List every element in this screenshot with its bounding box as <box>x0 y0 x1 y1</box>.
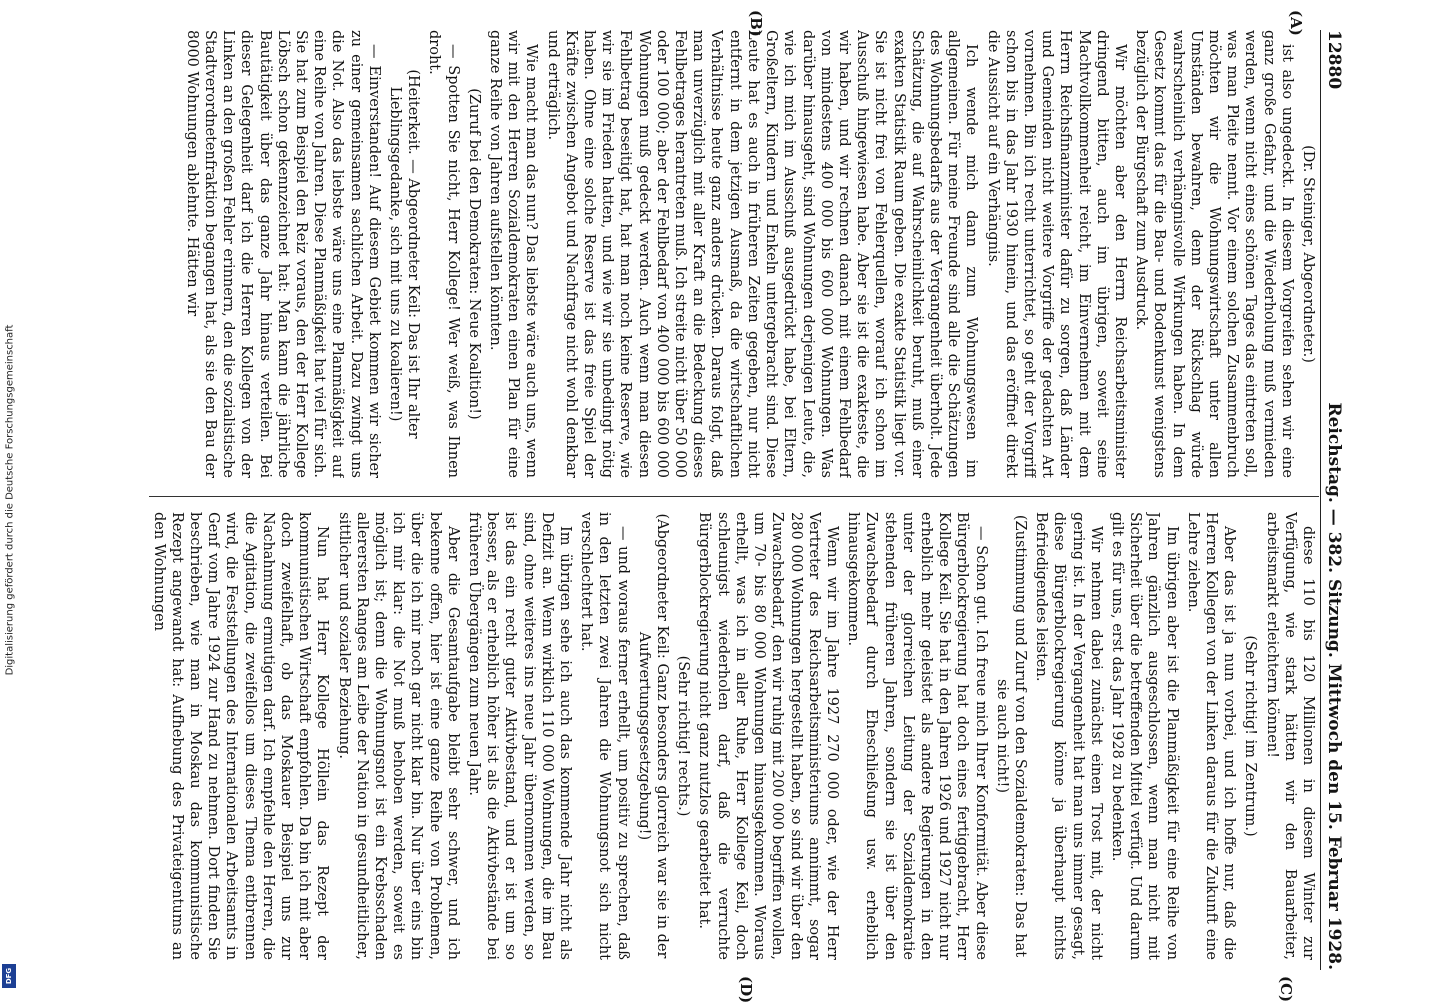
paragraph: Wir möchten aber den Herrn Reichsarbeitsminister dringend bitten, auch im übrigen, soweit seine Machtvollkommenheit reicht, im Einvernehmen mit dem Herrn Reichsfinanzminister dafür zu sorgen, daß Länder und Gemeinden nicht weitere Vorgriffe der gedachten Art vornehmen. Bin ich recht unterrichtet, so geht der Vorgriff schon bis in das Jahr 1930 hinein, und das eröffnet direkt die Aussicht auf ein Verhängnis. <box>984 30 1128 478</box>
sidebar <box>0 0 20 1000</box>
margin-mark-d: (D) <box>737 976 755 1003</box>
paragraph: — Einverstanden! Auf diesem Gebiet kommen wir sicher zu einer gemeinsamen sachlichen Arbeit. Dazu zwingt uns die Not. Also das liebste wäre uns eine Planmäßigkeit auf eine Reihe von Jahren. Diese Planmäßigkeit hat viel für sich. Sie hat zum Beispiel den Reiz voraus, den der Herr Kollege Löbsch schon gekennzeichnet hat: Man kann die jährliche Bautätigkeit über das ganze Jahr hinaus verteilen. Bei dieser Gelegenheit darf ich die Herren Kollegen von der Linken an den großen Fehler erinnern, den die sozialistische Stadtverordnetenfraktion begangen hat, als sie den Bau der 8000 Wohnungen ablehnte. Hätten wir <box>183 30 382 478</box>
interjection: (Abgeordneter Keil: Ganz besonders glorreich war sie in der Aufwertungsgesetzgebung!) <box>635 513 671 959</box>
interjection: (Zuruf bei den Demokraten: Neue Koalition!) <box>465 88 482 420</box>
paragraph: diese 110 bis 120 Millionen in diesem Winter zur Verfügung, wie stark hätten wir den Bauarbeiter, arbeitsmarkt erleichtern können! <box>1263 512 1316 960</box>
paragraph: Ich wende mich dann zum Wohnungswesen im allgemeinen. Für meine Freunde sind alle die Schätzungen des Wohnungsbedarfs aus der Vergangenheit überholt. Jede Schätzung, die auf Wahrscheinlichkeit beruht, muß einer exakten Statistik Raum geben. Die exakte Statistik liegt vor. Sie ist nicht frei von Fehlerquellen, worauf ich schon im Ausschuß hingewiesen habe. Aber sie ist die exakteste, die wir haben, und wir rechnen danach mit einem Fehlbedarf von mindestens 400 000 bis 600 000 Wohnungen. Was darüber hinausgeht, sind Wohnungen derjenigen Leute, die, wie ich mich im Ausschuß ausgedrückt habe, bei Eltern, Großeltern, Kindern und Enkeln untergebracht sind. Diese Leute hat es auch in früheren Zeiten gegeben, nur nicht entfernt in dem jetzigen Ausmaß, da die wirtschaftlichen Verhältnisse heute ganz anders drücken. Daraus folgt, daß man unverzüglich mit aller Kraft an die Bedeckung dieses Fehlbetrages herantreten muß. Ich streite nicht über 50 000 oder 100 000; aber der Fehlbedarf von 400 000 bis 600 000 Wohnungen muß gedeckt werden. Auch wenn man diesen Fehlbetrag beseitigt hat, hat man noch keine Reserve, wie wir sie im Frieden hatten, und wie wir sie unbedingt nötig haben. Ohne eine solche Reserve ist das freie Spiel der Kräfte zwischen Angebot und Nachfrage nicht wohl denkbar und erträglich. <box>544 30 980 478</box>
paragraph: Nun hat Herr Kollege Höllein das Rezept der kommunistischen Wirtschaft empfohlen. Da bin ich mit aber doch zweifelhaft, ob das Moskauer Beispiel uns zur Nachahmung ermutigen darf. Ich empfehle den Herren, die die Agitation, die zweifellos um dieses Thema entbrennen wird, die Feststellungen des Internationalen Arbeitsamts in Genf vom Jahre 1924 zur Hand zu nehmen. Dort finden Sie beschrieben, wie man in Moskau das kommunistische Rezept angewandt hat: Aufhebung des Privateigentums an den Wohnungen <box>150 512 331 960</box>
margin-mark-b: (B) <box>747 10 765 37</box>
scanned-page <box>140 0 1355 1003</box>
paragraph: Aber die Gesamtaufgabe bleibt sehr schwer, und ich bekenne offen, hier ist eine ganze Reihe von Problemen, über die ich mir noch gar nicht klar bin. Nur über eins bin ich mir klar: die Not muß behoben werden, soweit es möglich ist; denn die Wohnungsnot ist ein Krebsschaden allerersten Ranges am Leibe der Nation in gesundheitlicher, sittlicher und sozialer Beziehung. <box>335 512 461 960</box>
speaker-line: (Dr. Steiniger, Abgeordneter.) <box>1300 145 1316 363</box>
paragraph: ist also ungedeckt. In diesem Vorgreifen sehen wir eine ganz große Gefahr, und die Wiederholung muß vermieden werden, wenn nicht eines schönen Tages das eintreten soll, was man Pleite nennt. Vor einem solchen Zusammenbruch möchten wir die Wohnungswirtschaft unter allen Umständen bewahren, denn der Rückschlag würde wahrscheinlich verhängnisvolle Wirkungen haben. In dem Gesetz kommt das für die Bau- und Bodenkunst wenigstens bezüglich der Bürgschaft zum Ausdruck. <box>1133 30 1295 478</box>
interjection: (Heiterkeit. — Abgeordneter Keil: Das ist Ihr alter Lieblingsgedanke, sich mit uns zu koalieren!) <box>387 69 422 439</box>
digitization-credit: Digitalisierung gefördert durch die Deutsche Forschungsgemeinschaft <box>4 324 16 676</box>
paragraph: Wie macht man das nun? Das liebste wäre auch uns, wenn wir mit den Herren Sozialdemokraten einen Plan für eine ganze Reihe von Jahren aufstellen könnten. <box>487 30 540 478</box>
interjection: (Sehr richtig! im Zentrum.) <box>1242 635 1259 837</box>
paragraph: Im übrigen aber ist die Planmäßigkeit für eine Reihe von Jahren gänzlich ausgeschlossen, wenn man nicht mit Sicherheit über die betreffenden Mittel verfügt. Und darum gilt es für uns, erst das Jahr 1928 zu bedenken. <box>1108 512 1180 960</box>
paragraph: — Spotten Sie nicht, Herr Kollege! Wer weiß, was Ihnen droht. <box>426 30 461 478</box>
left-text-column <box>147 30 1317 478</box>
page-running-title: Reichstag. — 382. Sitzung. Mittwoch den 15. Februar 1928. <box>1324 402 1344 970</box>
interjection: (Zustimmung und Zuruf von den Sozialdemokraten: Das hat sie auch nicht!) <box>993 514 1028 958</box>
paragraph: Aber das ist ja nun vorbei, und ich hoffe nur, daß die Herren Kollegen von der Linken daraus für die Zukunft eine Lehre ziehen. <box>1184 512 1238 960</box>
margin-mark-c: (C) <box>1277 976 1295 1003</box>
page-number: 12880 <box>1324 30 1344 90</box>
dfg-logo-text: DFG <box>5 967 13 985</box>
margin-mark-a: (A) <box>1287 10 1305 36</box>
right-text-column <box>147 512 1317 960</box>
paragraph: Wir nehmen dabei zunächst einen Trost mit, der nicht gering ist. In der Vergangenheit hat man uns immer gesagt, diese Bürgerblockregierung könne ja überhaupt nichts Befriedigendes leisten. <box>1033 512 1104 960</box>
paragraph: — und woraus ferner erhellt, um positiv zu sprechen, daß in den letzten zwei Jahren die Wohnungsnot sich nicht verschlechtert hat. <box>578 512 631 960</box>
interjection: (Sehr richtig! rechts.) <box>675 655 692 817</box>
column-divider <box>149 496 1319 497</box>
dfg-logo <box>2 964 16 988</box>
paragraph: — Schon gut. Ich freue mich Ihrer Konformität. Aber diese Bürgerblockregierung hat doch eines fertiggebracht, Herr Kollege Keil. Sie hat in den Jahren 1926 und 1927 nicht nur erheblich mehr geleistet als andere Regierungen in den unter der glorreichen Leitung der Sozialdemokratie stehenden früheren Jahren, sondern sie ist über den Zuwachsbedarf durch Eheschließung usw. erheblich hinausgekommen. <box>845 512 989 960</box>
paragraph: Wenn wir im Jahre 1927 270 000 oder, wie der Herr Vertreter des Reichsarbeitsministeriums annimmt, sogar 280 000 Wohnungen hergestellt haben, so sind wir über den Zuwachsbedarf, den wir ruhig mit 200 000 begriffen wollen, um 70- bis 80 000 Wohnungen hinausgekommen. Woraus erhellt, was ich in aller Ruhe, Herr Kollege Keil, doch schleunigst wiederholen darf, daß die verruchte Bürgerblockregierung nicht ganz nutzlos gearbeitet hat. <box>696 512 840 960</box>
paragraph: Im übrigen sehe ich auch das kommende Jahr nicht als Defizit an. Wenn wirklich 110 000 Wohnungen, die im Bau sind, ohne weiteres ins neue Jahr übernommen werden, so ist das ein recht guter Aktivbestand, und er ist um so besser, als er erheblich höher ist als die Aktivbestände bei früheren Übergängen zum neuen Jahr. <box>466 512 574 960</box>
page-header <box>1320 30 1347 970</box>
